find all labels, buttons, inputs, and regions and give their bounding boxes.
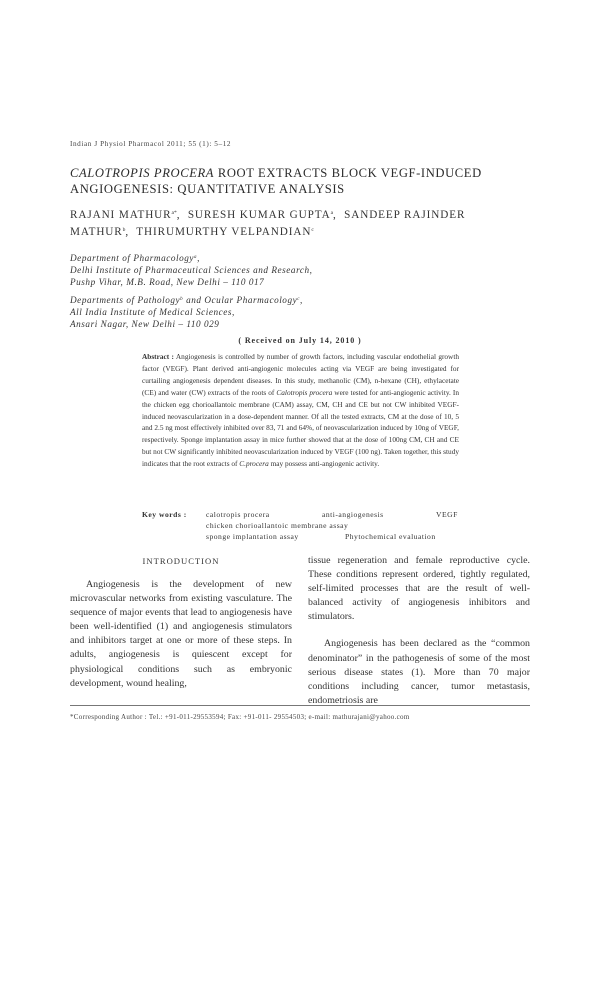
author-3-sup: b [122, 227, 126, 233]
article-title [70, 165, 540, 197]
keyword-6: Phytochemical evaluation [345, 532, 436, 541]
received-date: ( Received on July 14, 2010 ) [238, 336, 362, 345]
journal-citation: Indian J Physiol Pharmacol 2011; 55 (1): 5–12 [70, 140, 232, 148]
affiliation-1: Department of Pharmacology$^a$, Delhi Institute of Pharmaceutical Sciences and Research, Pushp Vihar, M.B. Road, New Delhi – 110 017 [70, 253, 313, 287]
affiliation-1-dept: Department of Pharmacology [70, 253, 195, 263]
affiliation-2-dept-2: and Ocular Pharmacology [183, 295, 298, 305]
title-line-2: ANGIOGENESIS: QUANTITATIVE ANALYSIS [70, 182, 345, 196]
affiliation-2-sup-1: b [180, 297, 184, 302]
abstract-species-abbrev: C.procera [239, 459, 269, 469]
author-1: RAJANI MATHUR [70, 209, 172, 221]
author-2: SURESH KUMAR GUPTA [187, 209, 331, 221]
affiliation-1-institute: Delhi Institute of Pharmaceutical Sciences and Research, [70, 265, 313, 275]
intro-paragraph-2: Angiogenesis has been declared as the “common denominator” in the pathogenesis of some of the most serious disease states (1). More than 70 major conditions including cancer, tumor metastasis, endometriosis are [308, 638, 530, 706]
author-list: RAJANI $MATHUR^{a*}$, SURESH KUMAR GUPTA$^a$, SANDEEP RAJINDER MATHUR$^b$, THIRUMURTHY VELPANDIAN$^c$ [70, 209, 466, 238]
title-line-1-rest: ROOT EXTRACTS BLOCK VEGF-INDUCED [214, 166, 482, 180]
abstract-text-2: were tested for anti-angiogenic activity. In the chicken egg chorioallantoic membrane (CAM) assay, CM, CH and CE but not CW inhibited VEGF-induced neovascularization in a dose-dependent manner. Of all the tested extracts, CM at the dose of 10, 5 and 2.5 ng most effectively inhibited over 83, 71 and 64%, of neovascularization induced by 10ng of VEGF, respectively. Sponge implantation assay in mice further showed that at the dose of 100ng CM, CH and CE but not CW significantly inhibited neovascularization induced by VEGF (100 ng). Taken together, this study indicates that the root extracts of [142, 387, 459, 469]
abstract-species-name: Calotropis procera [276, 387, 333, 397]
affiliation-2: Departments of Pathology$^b$ and Ocular Pharmacology$^c$, All India Institute of Medical Sciences, Ansari Nagar, New Delhi – 110 029 [70, 295, 303, 329]
author-4-sup: c [311, 227, 314, 233]
keywords-label: Key words : [142, 510, 187, 519]
abstract-label: Abstract : [142, 352, 174, 361]
intro-paragraph-1: Angiogenesis is the development of new microvascular networks from existing vasculature. The sequence of major events that lead to angiogenesis have been well-identified (1) and angiogenesis stimulators and inhibitors target at one or more of these steps. In adults, angiogenesis is quiescent except for physiological conditions such as embryonic development, wound healing, [70, 579, 292, 689]
affiliation-1-sup: a [194, 255, 198, 260]
abstract-text-3: may possess anti-angiogenic activity. [268, 459, 380, 469]
author-3-part-2: MATHUR [70, 226, 123, 238]
affiliation-2-address: Ansari Nagar, New Delhi – 110 029 [70, 319, 220, 329]
affiliation-2-institute: All India Institute of Medical Sciences, [70, 307, 235, 317]
keyword-5: sponge implantation assay [206, 532, 299, 541]
abstract [142, 351, 459, 470]
keyword-4: chicken chorioallantoic membrane assay [206, 521, 349, 530]
author-1-sup: a* [171, 210, 177, 216]
author-3-part-1: SANDEEP RAJINDER [344, 209, 466, 221]
keyword-2: anti-angiogenesis [322, 510, 384, 519]
corresponding-author-footnote: *Corresponding Author : Tel.: +91-011-29553594; Fax: +91-011- 29554503; e-mail: mathurajani@yahoo.com [70, 713, 410, 721]
intro-paragraph-1-continued: tissue regeneration and female reproductive cycle. These conditions represent ordered, tightly regulated, self-limited processes that are the result of well-balanced activity of angiogenesis inhibitors and stimulators. [308, 555, 530, 623]
keyword-3: VEGF [436, 510, 458, 519]
title-species-name: CALOTROPIS PROCERA [70, 166, 215, 180]
affiliation-1-address: Pushp Vihar, M.B. Road, New Delhi – 110 017 [70, 277, 265, 287]
affiliation-2-dept-1: Departments of Pathology [70, 295, 181, 305]
introduction-heading: INTRODUCTION [142, 556, 220, 566]
author-4: THIRUMURTHY VELPANDIAN [136, 226, 312, 238]
author-2-sup: a [330, 210, 334, 216]
footnote-divider [70, 705, 530, 706]
affiliation-2-sup-2: c [297, 297, 301, 302]
abstract-text-1: Angiogenesis is controlled by number of growth factors, including vascular endothelial growth factor (VEGF). Plant derived anti-angiogenic molecules acting via VEGF are being investigated for curtailing angiogenesis dependent diseases. In this study, methanolic (CM), n-hexane (CH), ethylacetate (CE) and water (CW) extracts of the roots of [142, 352, 459, 397]
intro-right-column [308, 554, 530, 708]
keyword-1: calotropis procera [206, 510, 270, 519]
intro-left-column [70, 578, 292, 691]
